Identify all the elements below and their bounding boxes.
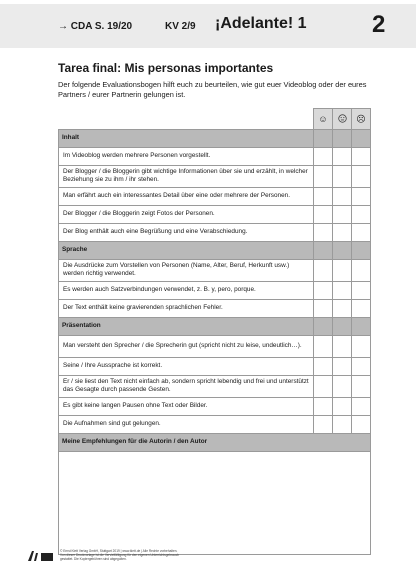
criterion-text: Es gibt keine langen Pausen ohne Text oder Bilder. bbox=[59, 397, 314, 415]
criterion-text: Im Videoblog werden mehrere Personen vorgestellt. bbox=[59, 147, 314, 165]
section-header-box bbox=[352, 241, 371, 259]
recommendations-title: Meine Empfehlungen für die Autorin / den Autor bbox=[59, 433, 371, 451]
criterion-row bbox=[59, 187, 371, 205]
rating-box-ok[interactable] bbox=[333, 299, 352, 317]
rating-box-good[interactable] bbox=[314, 281, 333, 299]
criterion-row bbox=[59, 335, 371, 357]
copyright-notice: © Ernst Klett Verlag GmbH, Stuttgart 2019 | www.klett.de | Alle Rechte vorbehalten. Von dieser Druckvorlage ist die Vervielfältigung für den eigenen Unterrichtsgebrauch gestattet. Die Kopiergebühren sind abgegolten. bbox=[60, 549, 180, 561]
section-header-box bbox=[314, 241, 333, 259]
section-header-row bbox=[59, 129, 371, 147]
rating-box-ok[interactable] bbox=[333, 397, 352, 415]
rating-box-good[interactable] bbox=[314, 187, 333, 205]
criterion-row bbox=[59, 397, 371, 415]
rating-box-ok[interactable] bbox=[333, 357, 352, 375]
worksheet-title: Tarea final: Mis personas importantes bbox=[58, 61, 274, 75]
criterion-text: Der Blogger / die Bloggerin gibt wichtige Informationen über sie und erzählt, in welcher Beziehung sie zu ihm / ihr stehen. bbox=[59, 165, 314, 187]
criterion-text: Er / sie liest den Text nicht einfach ab, sondern spricht lebendig und frei und unterstützt das Gesagte durch passende Gesten. bbox=[59, 375, 314, 397]
rating-box-bad[interactable] bbox=[352, 299, 371, 317]
smiley-header-row bbox=[59, 109, 371, 130]
rating-box-ok[interactable] bbox=[333, 259, 352, 281]
criterion-row bbox=[59, 205, 371, 223]
criterion-text: Die Aufnahmen sind gut gelungen. bbox=[59, 415, 314, 433]
rating-box-good[interactable] bbox=[314, 397, 333, 415]
criterion-text: Der Text enthält keine gravierenden sprachlichen Fehler. bbox=[59, 299, 314, 317]
section-title: Inhalt bbox=[59, 129, 314, 147]
klett-logo-icon bbox=[26, 549, 54, 563]
rating-box-ok[interactable] bbox=[333, 335, 352, 357]
book-title: ¡Adelante! 1 bbox=[215, 15, 307, 32]
criterion-row bbox=[59, 299, 371, 317]
rating-box-good[interactable] bbox=[314, 299, 333, 317]
criterion-text: Man erfährt auch ein interessantes Detail über eine oder mehrere der Personen. bbox=[59, 187, 314, 205]
rating-box-ok[interactable] bbox=[333, 147, 352, 165]
criterion-text: Die Ausdrücke zum Vorstellen von Personen (Name, Alter, Beruf, Herkunft usw.) werden richtig verwendet. bbox=[59, 259, 314, 281]
neutral-face-icon bbox=[338, 114, 347, 123]
criterion-row bbox=[59, 357, 371, 375]
rating-box-good[interactable] bbox=[314, 147, 333, 165]
rating-box-bad[interactable] bbox=[352, 165, 371, 187]
criterion-text: Seine / Ihre Aussprache ist korrekt. bbox=[59, 357, 314, 375]
intro-text: Der folgende Evaluationsbogen hilft euch zu beurteilen, wie gut euer Videoblog oder der eures Partners / eurer Partnerin gelungen ist. bbox=[58, 80, 367, 99]
page-reference: → CDA S. 19/20 bbox=[58, 21, 133, 32]
rating-box-good[interactable] bbox=[314, 165, 333, 187]
rating-box-ok[interactable] bbox=[333, 187, 352, 205]
happy-smiley-icon: ☺ bbox=[314, 109, 333, 130]
section-header-box bbox=[333, 129, 352, 147]
rating-box-good[interactable] bbox=[314, 375, 333, 397]
rating-box-good[interactable] bbox=[314, 335, 333, 357]
rating-box-ok[interactable] bbox=[333, 165, 352, 187]
neutral-smiley-icon bbox=[333, 109, 352, 130]
rating-box-bad[interactable] bbox=[352, 147, 371, 165]
volume-number: 2 bbox=[372, 11, 386, 38]
section-header-box bbox=[333, 241, 352, 259]
section-header-box bbox=[352, 129, 371, 147]
section-title: Sprache bbox=[59, 241, 314, 259]
section-title: Präsentation bbox=[59, 317, 314, 335]
rating-box-bad[interactable] bbox=[352, 281, 371, 299]
recommendations-area-row bbox=[59, 451, 371, 554]
rating-box-bad[interactable] bbox=[352, 375, 371, 397]
criterion-row bbox=[59, 415, 371, 433]
section-header-row bbox=[59, 241, 371, 259]
section-header-box bbox=[333, 317, 352, 335]
empty-header-cell bbox=[59, 109, 314, 130]
rating-box-good[interactable] bbox=[314, 259, 333, 281]
rating-box-bad[interactable] bbox=[352, 335, 371, 357]
criterion-row bbox=[59, 259, 371, 281]
rating-box-bad[interactable] bbox=[352, 397, 371, 415]
rating-box-bad[interactable] bbox=[352, 357, 371, 375]
recommendations-writing-area[interactable] bbox=[59, 451, 371, 554]
criterion-row bbox=[59, 281, 371, 299]
criterion-row bbox=[59, 147, 371, 165]
section-header-box bbox=[314, 129, 333, 147]
recommendations-header-row bbox=[59, 433, 371, 451]
rating-box-bad[interactable] bbox=[352, 205, 371, 223]
criterion-text: Der Blogger / die Bloggerin zeigt Fotos der Personen. bbox=[59, 205, 314, 223]
rating-box-bad[interactable] bbox=[352, 187, 371, 205]
criterion-text: Es werden auch Satzverbindungen verwendet, z. B. y, pero, porque. bbox=[59, 281, 314, 299]
rating-box-good[interactable] bbox=[314, 205, 333, 223]
worksheet-code: KV 2/9 bbox=[165, 21, 196, 32]
rating-box-good[interactable] bbox=[314, 223, 333, 241]
criterion-row bbox=[59, 223, 371, 241]
rating-box-bad[interactable] bbox=[352, 223, 371, 241]
rating-box-bad[interactable] bbox=[352, 259, 371, 281]
rating-box-bad[interactable] bbox=[352, 415, 371, 433]
criterion-text: Der Blog enthält auch eine Begrüßung und eine Verabschiedung. bbox=[59, 223, 314, 241]
rating-box-good[interactable] bbox=[314, 357, 333, 375]
section-header-row bbox=[59, 317, 371, 335]
rating-box-ok[interactable] bbox=[333, 223, 352, 241]
rating-box-ok[interactable] bbox=[333, 281, 352, 299]
rating-box-ok[interactable] bbox=[333, 375, 352, 397]
section-header-box bbox=[314, 317, 333, 335]
criterion-text: Man versteht den Sprecher / die Sprecherin gut (spricht nicht zu leise, undeutlich…). bbox=[59, 335, 314, 357]
criterion-row bbox=[59, 375, 371, 397]
criterion-row bbox=[59, 165, 371, 187]
rating-box-ok[interactable] bbox=[333, 205, 352, 223]
sad-smiley-icon: ☹ bbox=[352, 109, 371, 130]
evaluation-table bbox=[58, 108, 371, 555]
rating-box-good[interactable] bbox=[314, 415, 333, 433]
rating-box-ok[interactable] bbox=[333, 415, 352, 433]
section-header-box bbox=[352, 317, 371, 335]
